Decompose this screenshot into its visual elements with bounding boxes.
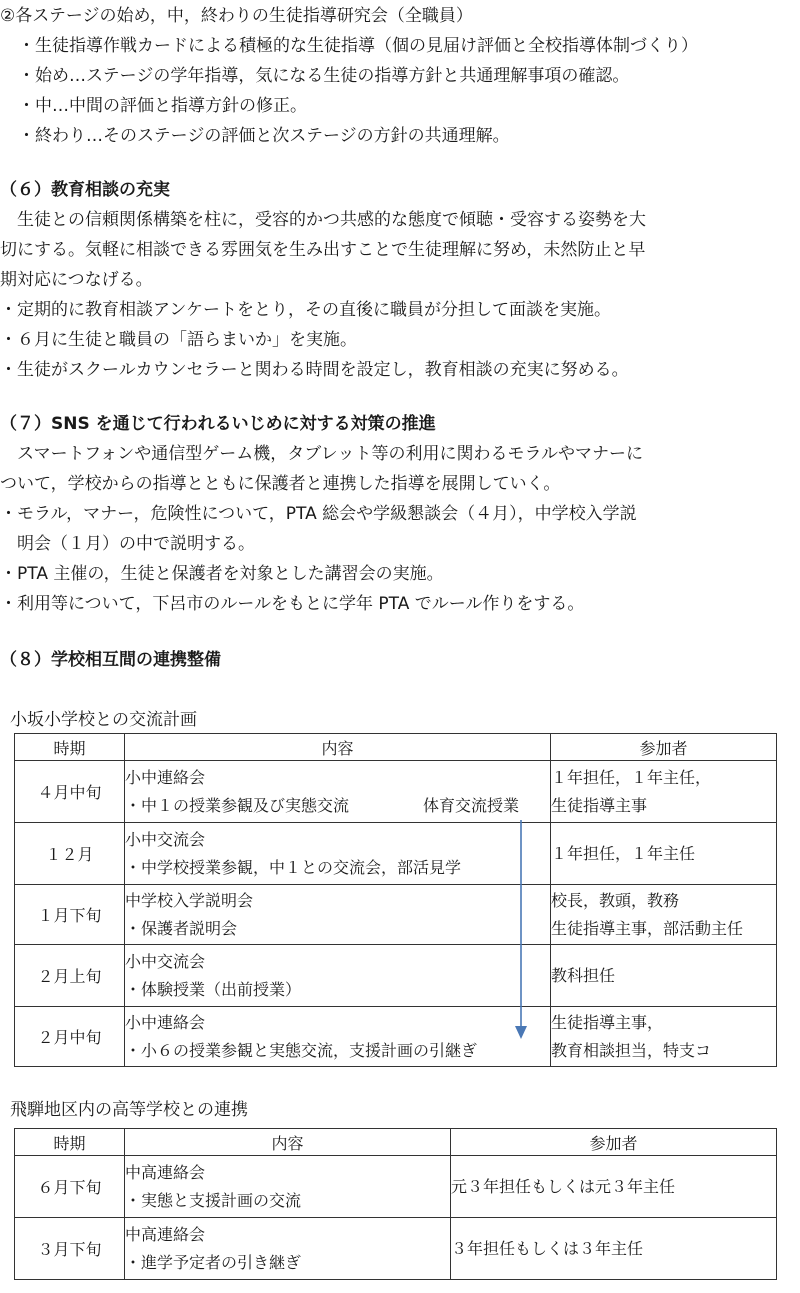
- content-cell: [125, 1007, 551, 1067]
- section6-paragraph-line: 期対応につなげる。: [0, 270, 153, 290]
- table-row: [15, 761, 777, 823]
- period-cell: １２月: [15, 823, 125, 885]
- table1-header-content: 内容: [125, 734, 551, 761]
- table2-header-content: 内容: [125, 1129, 451, 1156]
- section7-bullet: ・モラル，マナー，危険性について，PTA 総会や学級懇談会（４月），中学校入学説: [0, 504, 637, 524]
- content-detail: ・保護者説明会: [125, 918, 238, 938]
- participants-line: １年担任，１年主任，: [551, 767, 712, 787]
- section6-paragraph-line: 生徒との信頼関係構築を柱に，受容的かつ共感的な態度で傾聴・受容する姿勢を大: [0, 210, 646, 230]
- table1-caption: 小坂小学校との交流計画: [10, 710, 197, 730]
- section7-bullet: ・利用等について，下呂市のルールをもとに学年 PTA でルール作りをする。: [0, 594, 585, 614]
- content-title: 中高連絡会: [125, 1162, 206, 1182]
- content-cell: [125, 1156, 451, 1218]
- period-cell: １月下旬: [15, 885, 125, 945]
- participants-cell: [551, 945, 777, 1007]
- table1-header-period: 時期: [15, 734, 125, 761]
- participants-line: ３年担任もしくは３年主任: [451, 1238, 644, 1258]
- section6-bullet: ・生徒がスクールカウンセラーと関わる時間を設定し，教育相談の充実に努める。: [0, 360, 629, 380]
- content-detail: ・進学予定者の引き継ぎ: [125, 1252, 302, 1272]
- meetings-bullet: ・中…中間の評価と指導方針の修正。: [18, 96, 307, 116]
- content-cell: [125, 761, 551, 823]
- content-detail: ・体験授業（出前授業）: [125, 979, 302, 999]
- meetings-bullet: ・生徒指導作戦カードによる積極的な生徒指導（個の見届け評価と全校指導体制づくり）: [18, 36, 698, 56]
- meetings-bullet: ・始め…ステージの学年指導，気になる生徒の指導方針と共通理解事項の確認。: [18, 66, 630, 86]
- participants-cell: [551, 823, 777, 885]
- content-note: 体育交流授業: [423, 795, 520, 815]
- content-cell: [125, 945, 551, 1007]
- participants-line: 生徒指導主事，部活動主任: [551, 918, 744, 938]
- meetings-bullet: ・終わり…そのステージの評価と次ステージの方針の共通理解。: [18, 126, 510, 146]
- content-detail: [125, 792, 550, 820]
- table2-caption: 飛騨地区内の高等学校との連携: [10, 1100, 248, 1120]
- content-title: 小中交流会: [125, 951, 206, 971]
- content-detail: ・小６の授業参観と実態交流，支援計画の引継ぎ: [125, 1040, 478, 1060]
- section8-heading: （８）学校相互間の連携整備: [0, 650, 221, 670]
- participants-cell: [451, 1156, 777, 1218]
- period-cell: ２月中旬: [15, 1007, 125, 1067]
- participants-line: 校長，教頭，教務: [551, 890, 680, 910]
- section6-bullet: ・定期的に教育相談アンケートをとり，その直後に職員が分担して面談を実施。: [0, 300, 611, 320]
- table1-header-participants: 参加者: [551, 734, 777, 761]
- content-title: 小中交流会: [125, 829, 206, 849]
- section7-paragraph-line: スマートフォンや通信型ゲーム機，タブレット等の利用に関わるモラルやマナーに: [0, 444, 643, 464]
- participants-line: 生徒指導主事，: [551, 1012, 664, 1032]
- participants-cell: [551, 761, 777, 823]
- section7-bullet-continuation: 明会（１月）の中で説明する。: [0, 534, 255, 554]
- content-title: 中高連絡会: [125, 1224, 206, 1244]
- content-detail: ・実態と支援計画の交流: [125, 1190, 302, 1210]
- period-cell: ２月上旬: [15, 945, 125, 1007]
- period-cell: ３月下旬: [15, 1218, 125, 1280]
- section6-bullet: ・６月に生徒と職員の「語らまいか」を実施。: [0, 330, 357, 350]
- section7-heading: （７）SNS を通じて行われるいじめに対する対策の推進: [0, 414, 436, 434]
- period-cell: ４月中旬: [15, 761, 125, 823]
- participants-line: 元３年担任もしくは元３年主任: [451, 1176, 676, 1196]
- participants-cell: [551, 885, 777, 945]
- content-detail: ・中学校授業参観，中１との交流会，部活見学: [125, 857, 462, 877]
- content-detail-text: ・中１の授業参観及び実態交流: [125, 795, 350, 815]
- table-row: [15, 1218, 777, 1280]
- content-title: 小中連絡会: [125, 1012, 206, 1032]
- meetings-heading: ②各ステージの始め，中，終わりの生徒指導研究会（全職員）: [0, 6, 473, 26]
- section6-heading: （６）教育相談の充実: [0, 180, 170, 200]
- content-cell: [125, 885, 551, 945]
- table-row: [15, 945, 777, 1007]
- participants-line: 生徒指導主事: [551, 795, 648, 815]
- participants-cell: [451, 1218, 777, 1280]
- table2-hida-high-school-cooperation: [14, 1128, 777, 1280]
- content-cell: [125, 1218, 451, 1280]
- period-cell: ６月下旬: [15, 1156, 125, 1218]
- table2-header-period: 時期: [15, 1129, 125, 1156]
- content-title: 小中連絡会: [125, 767, 206, 787]
- section6-paragraph-line: 切にする。気軽に相談できる雰囲気を生み出すことで生徒理解に努め，未然防止と早: [0, 240, 646, 260]
- table-row: [15, 885, 777, 945]
- participants-line: １年担任，１年主任: [551, 843, 696, 863]
- section7-paragraph-line: ついて，学校からの指導とともに保護者と連携した指導を展開していく。: [0, 474, 561, 494]
- content-title: 中学校入学説明会: [125, 890, 254, 910]
- table-row: [15, 1007, 777, 1067]
- section7-bullet: ・PTA 主催の，生徒と保護者を対象とした講習会の実施。: [0, 564, 444, 584]
- table-row: [15, 823, 777, 885]
- table-row: [15, 1156, 777, 1218]
- table2-header-participants: 参加者: [451, 1129, 777, 1156]
- participants-line: 教科担任: [551, 965, 616, 985]
- table1-kosaka-exchange-plan: [14, 733, 777, 1067]
- participants-cell: [551, 1007, 777, 1067]
- content-cell: [125, 823, 551, 885]
- participants-line: 教育相談担当，特支コ: [551, 1040, 712, 1060]
